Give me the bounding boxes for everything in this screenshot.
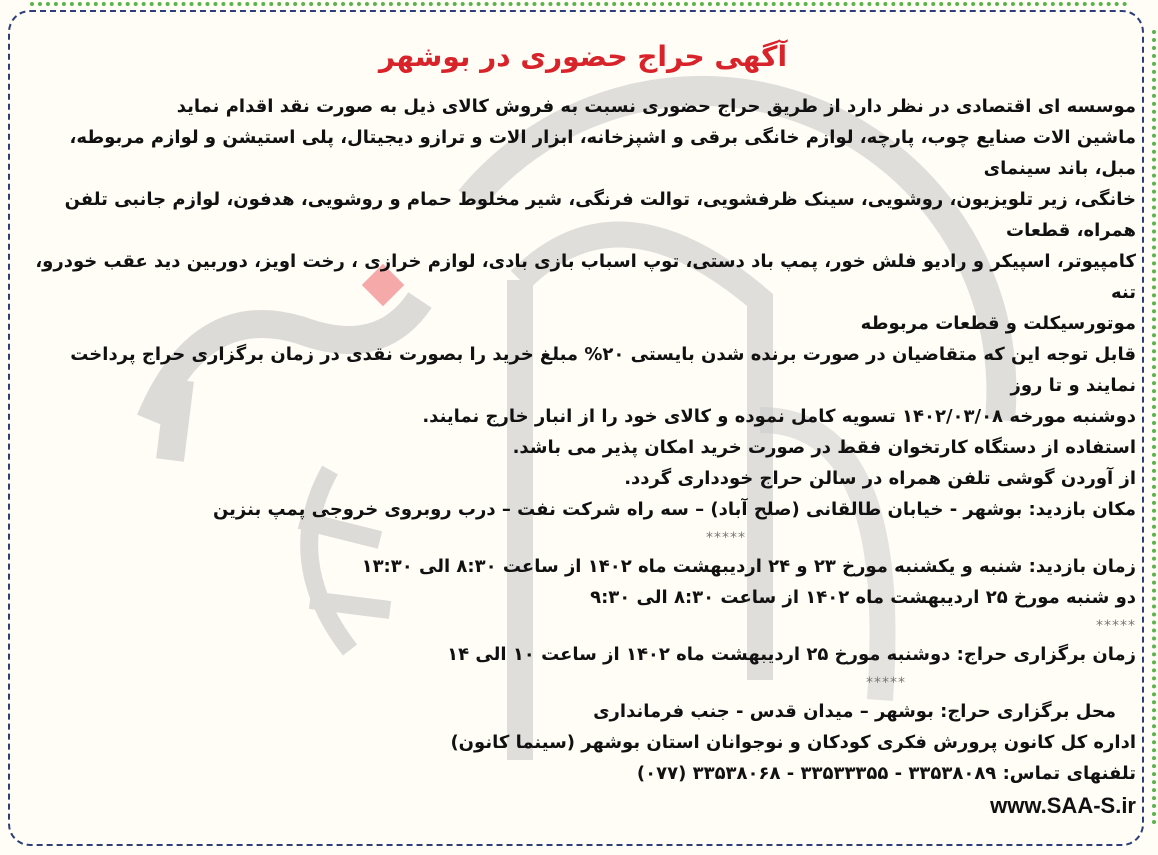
separator-stars: ***** <box>706 530 746 546</box>
body-line: دوشنبه مورخه ۱۴۰۲/۰۳/۰۸ تسویه کامل نموده و کالای خود را از انبار خارج نمایند. <box>422 406 1136 427</box>
auction-time: زمان برگزاری حراج: دوشنبه مورخ ۲۵ اردیبهشت ماه ۱۴۰۲ از ساعت ۱۰ الی ۱۴ <box>447 644 1136 665</box>
body-line: خانگی، زیر تلویزیون، روشویی، سینک ظرفشویی، توالت فرنگی، شیر مخلوط حمام و روشویی، هدفون، لوازم جانبی تلفن همراه، قطعات <box>64 189 1136 241</box>
auction-place: محل برگزاری حراج: بوشهر – میدان قدس - جنب فرمانداری <box>593 701 1116 722</box>
visit-time-line: زمان بازدید: شنبه و یکشنبه مورخ ۲۳ و ۲۴ اردیبهشت ماه ۱۴۰۲ از ساعت ۸:۳۰ الی ۱۳:۳۰ <box>361 556 1136 577</box>
separator-stars: ***** <box>1096 618 1136 634</box>
body-line: از آوردن گوشی تلفن همراه در سالن حراج خودداری گردد. <box>624 468 1136 489</box>
separator-stars: ***** <box>866 675 906 691</box>
visit-location: مکان بازدید: بوشهر - خیابان طالقانی (صلح آباد) – سه راه شرکت نفت – درب روبروی خروجی پمپ بنزین <box>212 499 1136 520</box>
body-line: موسسه ای اقتصادی در نظر دارد از طریق حراج حضوری نسبت به فروش کالای ذیل به صورت نقد اقدام نماید <box>176 96 1136 117</box>
body-line: استفاده از دستگاه کارتخوان فقط در صورت خرید امکان پذیر می باشد. <box>512 437 1136 458</box>
body-line: قابل توجه این که متقاضیان در صورت برنده شدن بایستی ۲۰% مبلغ خرید را بصورت نقدی در زمان برگزاری حراج پرداخت نمایند و تا روز <box>70 344 1136 396</box>
body-line: موتورسیکلت و قطعات مربوطه <box>860 313 1136 334</box>
ad-title: آگهی حراج حضوری در بوشهر <box>378 40 788 73</box>
contact-phones: تلفنهای تماس: ۳۳۵۳۸۰۸۹ - ۳۳۵۳۳۳۵۵ - ۳۳۵۳۸۰۶۸ (۰۷۷) <box>636 763 1136 784</box>
body-line: ماشین الات صنایع چوب، پارچه، لوازم خانگی برقی و اشپزخانه، ابزار الات و ترازو دیجیتال، پلی استیشن و لوازم مربوطه، مبل، باند سینمای <box>69 127 1136 179</box>
organization-name: اداره کل کانون پرورش فکری کودکان و نوجوانان استان بوشهر (سینما کانون) <box>450 732 1136 753</box>
visit-time-line: دو شنبه مورخ ۲۵ اردیبهشت ماه ۱۴۰۲ از ساعت ۸:۳۰ الی ۹:۳۰ <box>590 587 1136 608</box>
body-line: کامپیوتر، اسپیکر و رادیو فلش خور، پمپ باد دستی، توپ اسباب بازی بادی، لوازم خرازی ، رخت اویز، دوربین دید عقب خودرو، تنه <box>35 251 1136 303</box>
website-link[interactable]: www.SAA-S.ir <box>990 793 1136 818</box>
